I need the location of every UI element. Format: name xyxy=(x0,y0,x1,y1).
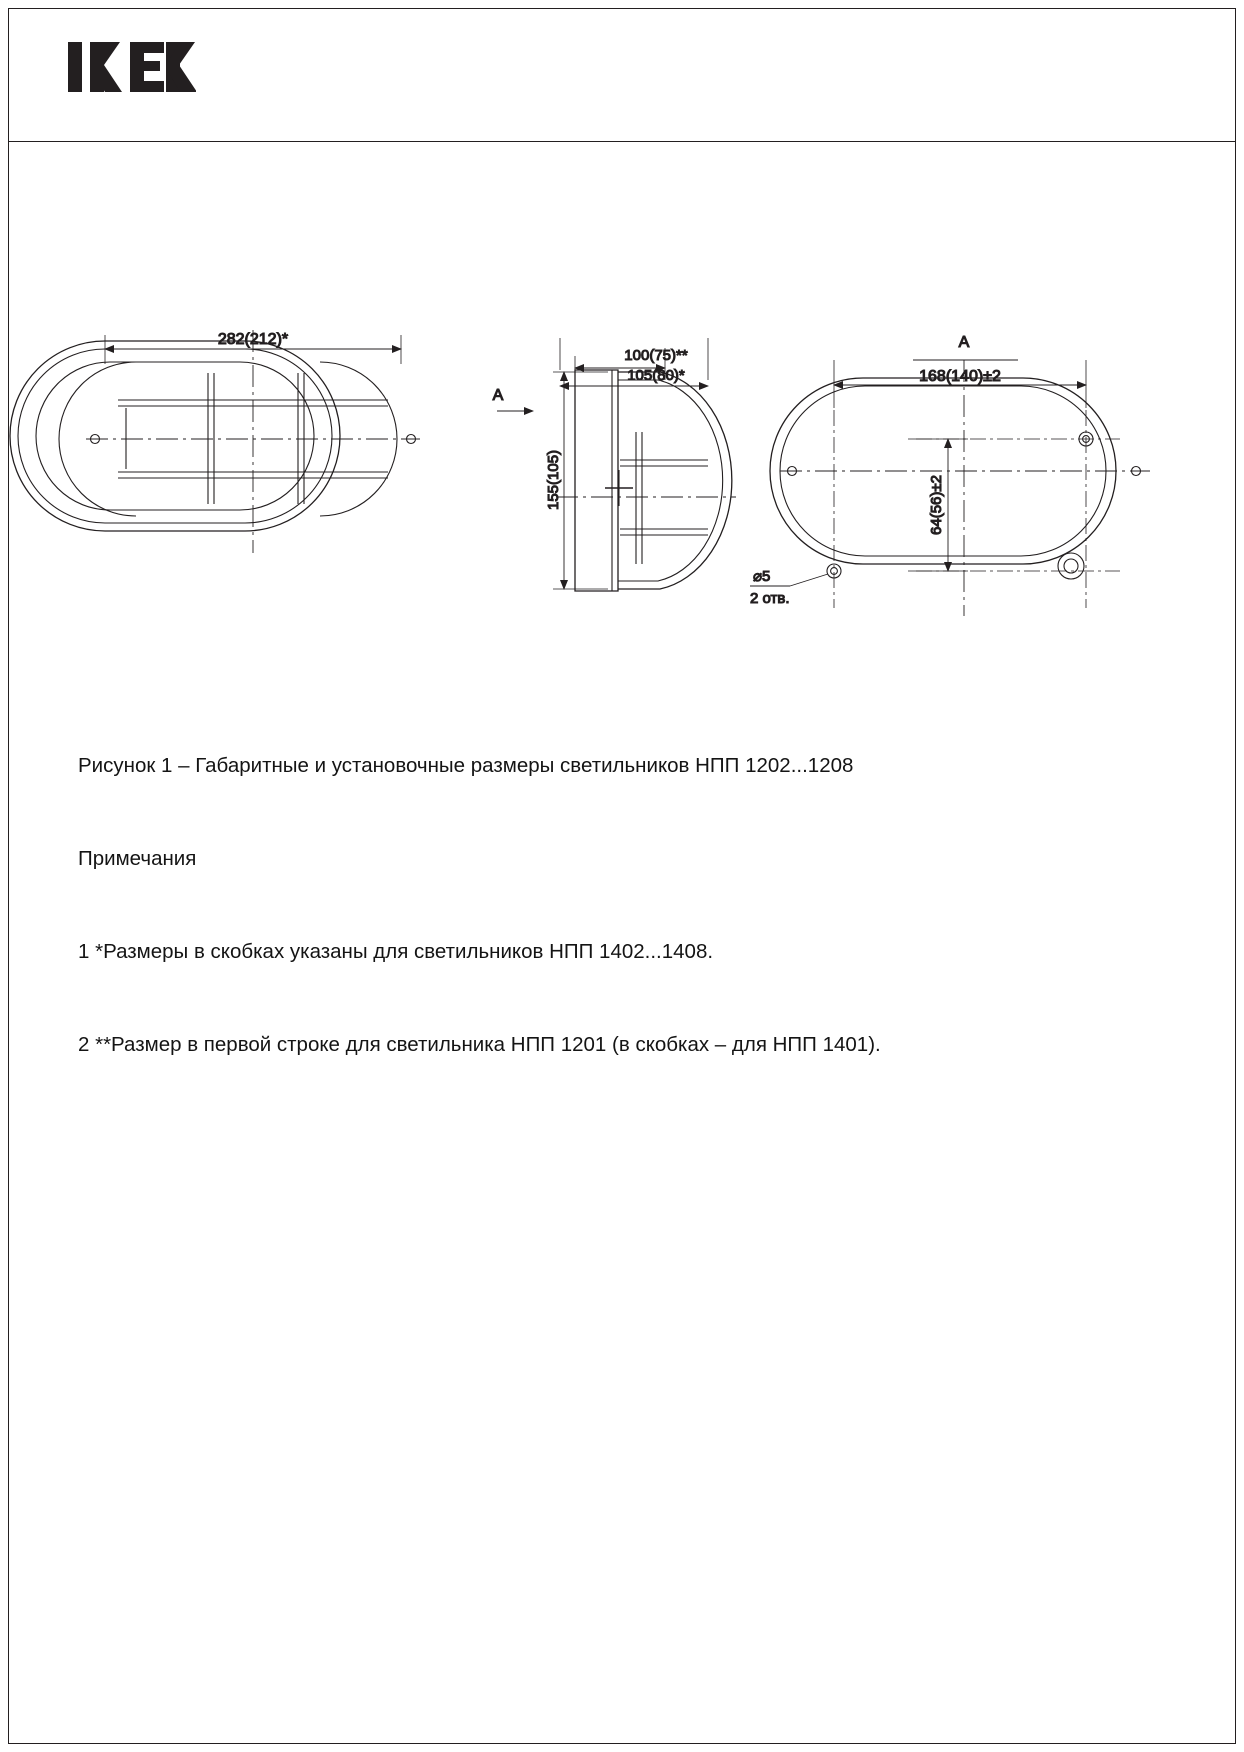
dim-mount-height: 64(56)±2 xyxy=(928,475,945,535)
dim-side-depth-2: 105(80)* xyxy=(627,367,685,384)
hole-diameter-note: ⌀5 xyxy=(753,568,771,585)
dim-front-width: 282(212)* xyxy=(217,331,289,348)
dim-mount-width: 168(140)±2 xyxy=(919,368,1001,385)
front-view xyxy=(10,330,420,553)
hole-count-note: 2 отв. xyxy=(750,590,790,607)
section-label-a: A xyxy=(492,387,504,404)
notes-heading: Примечания xyxy=(78,847,197,870)
dim-side-height: 155(105) xyxy=(545,449,562,511)
note-1: 1 *Размеры в скобках указаны для светильников НПП 1402...1408. xyxy=(78,940,714,963)
dim-side-depth-1: 100(75)** xyxy=(624,347,688,364)
figure-caption-block xyxy=(78,688,1158,1091)
note-2: 2 **Размер в первой строке для светильника НПП 1201 (в скобках – для НПП 1401). xyxy=(78,1033,881,1056)
figure-caption: Рисунок 1 – Габаритные и установочные размеры светильников НПП 1202...1208 xyxy=(78,754,854,777)
section-a-title: A xyxy=(958,334,970,351)
section-a-view xyxy=(750,360,1150,616)
